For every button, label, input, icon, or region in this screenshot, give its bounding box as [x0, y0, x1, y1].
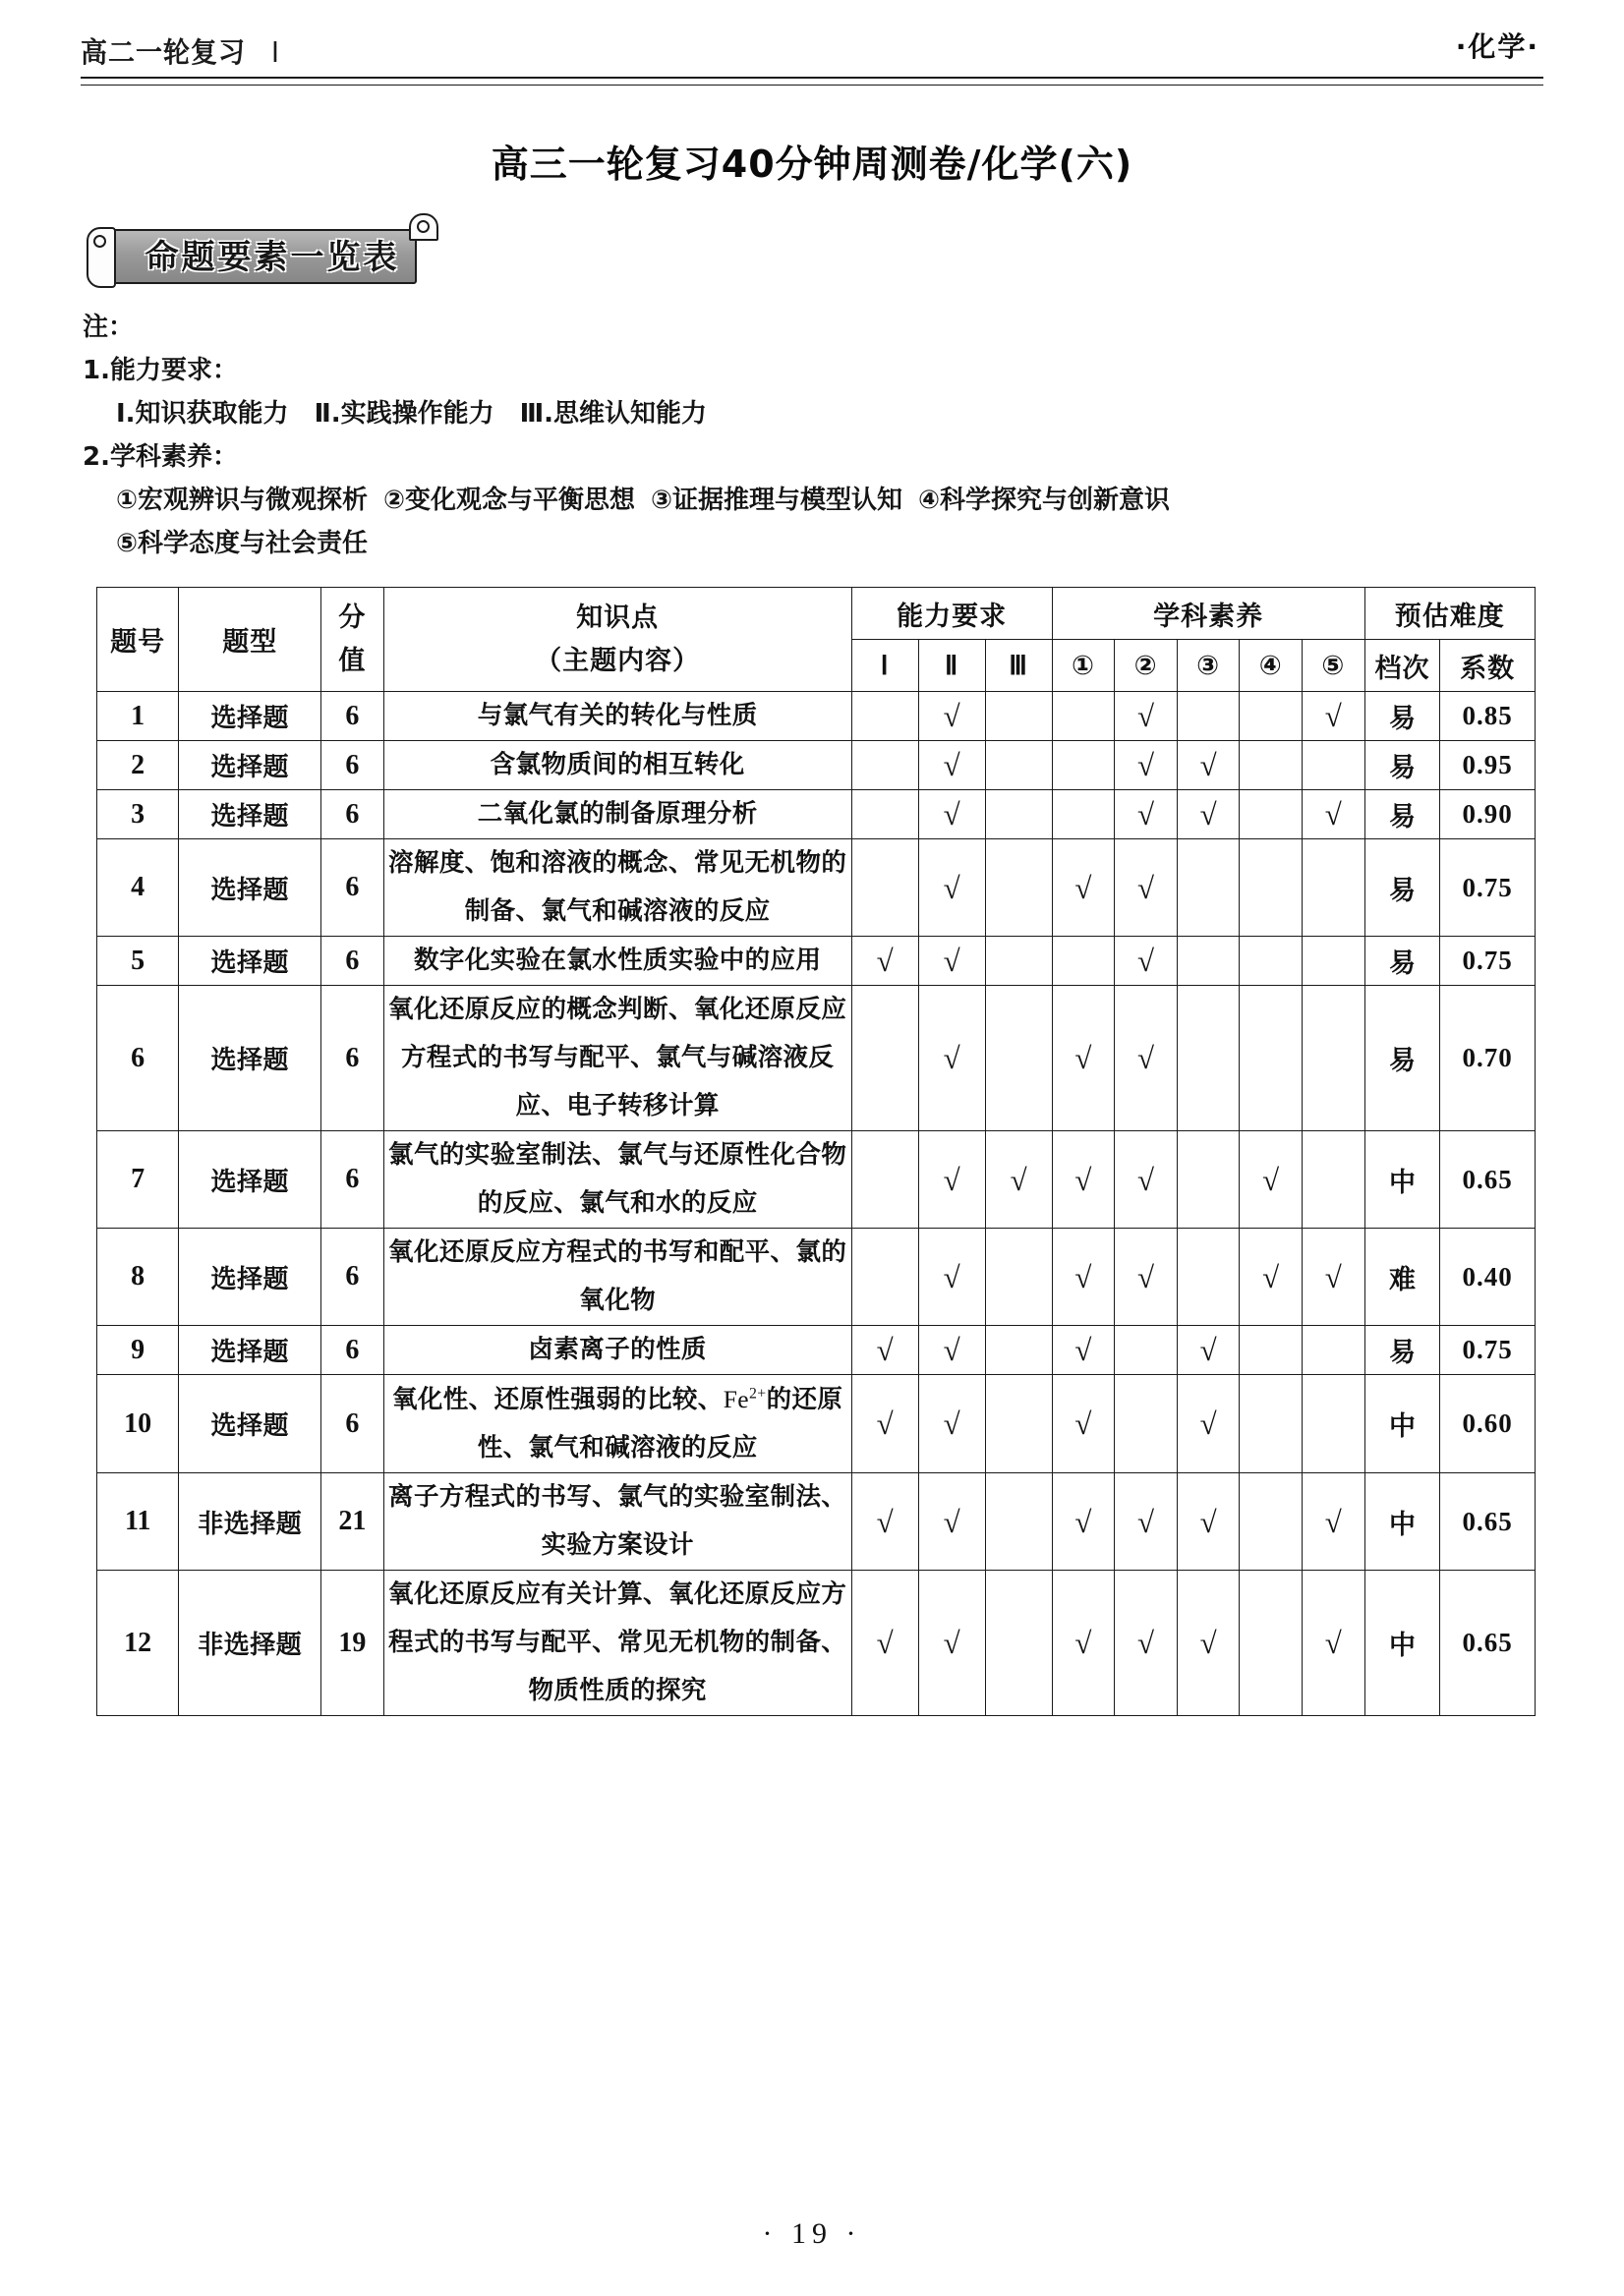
- cell-difficulty-coefficient: 0.65: [1440, 1571, 1536, 1716]
- cell-difficulty-coefficient: 0.85: [1440, 692, 1536, 741]
- cell-ability-1: [851, 741, 918, 790]
- section-banner: [85, 223, 438, 290]
- cell-literacy-5: √: [1302, 692, 1364, 741]
- cell-ability-1: √: [851, 1473, 918, 1571]
- col-header-no: 题号: [97, 588, 179, 692]
- cell-literacy-3: [1177, 1131, 1240, 1229]
- literacy-5: ⑤科学态度与社会责任: [116, 529, 369, 558]
- cell-question-type: 选择题: [179, 937, 321, 986]
- cell-literacy-3: √: [1177, 1326, 1240, 1375]
- cell-difficulty-level: 中: [1364, 1375, 1440, 1473]
- col-header-ability-3: Ⅲ: [985, 640, 1052, 692]
- cell-literacy-4: [1240, 839, 1303, 937]
- cell-question-no: 8: [97, 1229, 179, 1326]
- table-row: [97, 741, 1536, 790]
- table-row: [97, 937, 1536, 986]
- running-header-right: ·化学·: [1455, 30, 1539, 63]
- cell-ability-2: √: [918, 986, 985, 1131]
- cell-question-type: 选择题: [179, 692, 321, 741]
- cell-question-no: 2: [97, 741, 179, 790]
- table-row: [97, 1131, 1536, 1229]
- col-group-difficulty: 预估难度: [1364, 588, 1535, 640]
- cell-difficulty-coefficient: 0.75: [1440, 839, 1536, 937]
- cell-literacy-1: [1052, 790, 1115, 839]
- table-row: [97, 790, 1536, 839]
- cell-literacy-5: √: [1302, 1229, 1364, 1326]
- cell-points: 6: [321, 790, 384, 839]
- cell-question-type: 非选择题: [179, 1473, 321, 1571]
- cell-literacy-1: [1052, 937, 1115, 986]
- col-header-literacy-4: ④: [1240, 640, 1303, 692]
- cell-question-type: 选择题: [179, 1326, 321, 1375]
- cell-literacy-3: √: [1177, 1375, 1240, 1473]
- cell-question-no: 5: [97, 937, 179, 986]
- cell-ability-3: [985, 790, 1052, 839]
- cell-ability-1: [851, 692, 918, 741]
- cell-literacy-1: √: [1052, 1571, 1115, 1716]
- cell-ability-1: [851, 790, 918, 839]
- cell-literacy-5: [1302, 741, 1364, 790]
- cell-ability-1: √: [851, 1375, 918, 1473]
- col-header-literacy-3: ③: [1177, 640, 1240, 692]
- col-header-knowledge-line2: （主题内容）: [535, 645, 701, 676]
- elements-table: [96, 587, 1536, 1716]
- cell-ability-3: [985, 692, 1052, 741]
- cell-literacy-1: [1052, 741, 1115, 790]
- cell-ability-2: √: [918, 1571, 985, 1716]
- cell-literacy-2: √: [1115, 741, 1178, 790]
- cell-difficulty-level: 易: [1364, 986, 1440, 1131]
- cell-ability-3: [985, 1375, 1052, 1473]
- cell-literacy-3: [1177, 839, 1240, 937]
- cell-question-no: 1: [97, 692, 179, 741]
- col-header-literacy-5: ⑤: [1302, 640, 1364, 692]
- cell-question-type: 选择题: [179, 839, 321, 937]
- cell-ability-2: √: [918, 937, 985, 986]
- cell-literacy-5: √: [1302, 1571, 1364, 1716]
- cell-ability-1: [851, 1131, 918, 1229]
- cell-literacy-4: [1240, 1375, 1303, 1473]
- cell-difficulty-level: 易: [1364, 839, 1440, 937]
- cell-difficulty-level: 难: [1364, 1229, 1440, 1326]
- col-header-ability-2: Ⅱ: [918, 640, 985, 692]
- cell-ability-3: [985, 1571, 1052, 1716]
- literacy-3: ③证据推理与模型认知: [651, 486, 903, 515]
- table-row: [97, 839, 1536, 937]
- cell-literacy-5: [1302, 1326, 1364, 1375]
- cell-difficulty-level: 中: [1364, 1131, 1440, 1229]
- cell-knowledge-point: 氧化还原反应有关计算、氧化还原反应方程式的书写与配平、常见无机物的制备、物质性质的探究: [383, 1571, 851, 1716]
- ability-3: Ⅲ.思维认知能力: [519, 399, 708, 429]
- cell-literacy-2: √: [1115, 986, 1178, 1131]
- col-header-level: 档次: [1364, 640, 1440, 692]
- cell-knowledge-point: 离子方程式的书写、氯气的实验室制法、实验方案设计: [383, 1473, 851, 1571]
- cell-points: 6: [321, 1131, 384, 1229]
- cell-literacy-3: √: [1177, 741, 1240, 790]
- cell-difficulty-coefficient: 0.75: [1440, 1326, 1536, 1375]
- cell-question-type: 选择题: [179, 1229, 321, 1326]
- cell-literacy-2: √: [1115, 1229, 1178, 1326]
- notes-literacy-line-1: [83, 479, 1624, 522]
- cell-literacy-5: [1302, 839, 1364, 937]
- cell-literacy-3: √: [1177, 1473, 1240, 1571]
- cell-difficulty-level: 易: [1364, 741, 1440, 790]
- cell-ability-2: √: [918, 1375, 985, 1473]
- notes-block: [83, 306, 1624, 565]
- col-group-ability: 能力要求: [851, 588, 1052, 640]
- cell-knowledge-point: 氧化性、还原性强弱的比较、$Fe^{2+}$的还原性、氯气和碱溶液的反应: [383, 1375, 851, 1473]
- cell-literacy-1: √: [1052, 839, 1115, 937]
- header-rule: [81, 77, 1543, 86]
- cell-points: 6: [321, 1375, 384, 1473]
- cell-literacy-2: √: [1115, 692, 1178, 741]
- table-row: [97, 1571, 1536, 1716]
- cell-literacy-3: [1177, 986, 1240, 1131]
- cell-question-no: 11: [97, 1473, 179, 1571]
- cell-question-no: 3: [97, 790, 179, 839]
- cell-question-no: 10: [97, 1375, 179, 1473]
- cell-difficulty-level: 易: [1364, 1326, 1440, 1375]
- cell-ability-3: [985, 937, 1052, 986]
- cell-literacy-4: [1240, 986, 1303, 1131]
- cell-question-no: 9: [97, 1326, 179, 1375]
- table-row: [97, 1326, 1536, 1375]
- cell-difficulty-coefficient: 0.95: [1440, 741, 1536, 790]
- cell-ability-2: √: [918, 1229, 985, 1326]
- cell-literacy-2: √: [1115, 839, 1178, 937]
- cell-literacy-5: [1302, 1131, 1364, 1229]
- cell-difficulty-coefficient: 0.65: [1440, 1473, 1536, 1571]
- notes-literacy-line-2: [83, 522, 1624, 565]
- cell-knowledge-point: 与氯气有关的转化与性质: [383, 692, 851, 741]
- cell-literacy-4: [1240, 692, 1303, 741]
- col-group-literacy: 学科素养: [1052, 588, 1364, 640]
- running-header-left-text: 高二一轮复习: [81, 36, 246, 70]
- cell-literacy-5: [1302, 986, 1364, 1131]
- table-row: [97, 1375, 1536, 1473]
- table-head-row-1: [97, 588, 1536, 640]
- cell-ability-3: √: [985, 1131, 1052, 1229]
- cell-literacy-3: [1177, 937, 1240, 986]
- cell-ability-2: √: [918, 692, 985, 741]
- col-header-points-line2: 值: [338, 645, 367, 676]
- literacy-2: ②变化观念与平衡思想: [383, 486, 636, 515]
- cell-ability-2: √: [918, 790, 985, 839]
- table-head: [97, 588, 1536, 692]
- cell-ability-3: [985, 1229, 1052, 1326]
- cell-points: 19: [321, 1571, 384, 1716]
- cell-points: 6: [321, 986, 384, 1131]
- table-body: [97, 692, 1536, 1716]
- cell-ability-2: √: [918, 1473, 985, 1571]
- cell-knowledge-point: 数字化实验在氯水性质实验中的应用: [383, 937, 851, 986]
- scroll-curl-left-icon: [87, 227, 116, 288]
- cell-points: 21: [321, 1473, 384, 1571]
- col-header-points-line1: 分: [338, 602, 367, 633]
- cell-literacy-4: [1240, 741, 1303, 790]
- cell-difficulty-coefficient: 0.65: [1440, 1131, 1536, 1229]
- cell-literacy-3: [1177, 692, 1240, 741]
- cell-difficulty-level: 中: [1364, 1571, 1440, 1716]
- cell-points: 6: [321, 839, 384, 937]
- cell-literacy-1: √: [1052, 986, 1115, 1131]
- cell-question-type: 选择题: [179, 1375, 321, 1473]
- cell-points: 6: [321, 1229, 384, 1326]
- cell-literacy-4: [1240, 790, 1303, 839]
- cell-literacy-1: √: [1052, 1131, 1115, 1229]
- cell-knowledge-point: 氧化还原反应的概念判断、氧化还原反应方程式的书写与配平、氯气与碱溶液反应、电子转移计算: [383, 986, 851, 1131]
- cell-literacy-1: √: [1052, 1473, 1115, 1571]
- cell-literacy-4: [1240, 1473, 1303, 1571]
- cell-difficulty-coefficient: 0.70: [1440, 986, 1536, 1131]
- cell-knowledge-point: 二氧化氯的制备原理分析: [383, 790, 851, 839]
- table-row: [97, 1229, 1536, 1326]
- table-row: [97, 986, 1536, 1131]
- cell-question-no: 7: [97, 1131, 179, 1229]
- cell-literacy-2: [1115, 1375, 1178, 1473]
- cell-literacy-1: √: [1052, 1375, 1115, 1473]
- cell-knowledge-point: 卤素离子的性质: [383, 1326, 851, 1375]
- running-header-left: [81, 29, 280, 70]
- cell-ability-3: [985, 1326, 1052, 1375]
- cell-literacy-4: [1240, 1326, 1303, 1375]
- ability-2: Ⅱ.实践操作能力: [314, 399, 494, 429]
- col-header-knowledge-line1: 知识点: [576, 602, 660, 633]
- page-footer: · 19 ·: [762, 2217, 862, 2250]
- cell-ability-1: √: [851, 1571, 918, 1716]
- cell-ability-1: [851, 986, 918, 1131]
- cell-ability-1: [851, 1229, 918, 1326]
- cell-ability-3: [985, 986, 1052, 1131]
- cell-question-type: 选择题: [179, 1131, 321, 1229]
- cell-knowledge-point: 含氯物质间的相互转化: [383, 741, 851, 790]
- notes-ability-line: [83, 392, 1624, 435]
- cell-question-no: 6: [97, 986, 179, 1131]
- elements-table-wrap: [96, 587, 1541, 1716]
- cell-literacy-1: √: [1052, 1326, 1115, 1375]
- literacy-4: ④科学探究与创新意识: [918, 486, 1171, 515]
- cell-literacy-4: √: [1240, 1131, 1303, 1229]
- cell-literacy-2: √: [1115, 1571, 1178, 1716]
- cell-difficulty-level: 中: [1364, 1473, 1440, 1571]
- cell-question-type: 选择题: [179, 741, 321, 790]
- col-header-points: [321, 588, 384, 692]
- cell-points: 6: [321, 937, 384, 986]
- cell-literacy-3: √: [1177, 790, 1240, 839]
- cell-question-type: 选择题: [179, 790, 321, 839]
- cell-difficulty-level: 易: [1364, 692, 1440, 741]
- cell-literacy-3: √: [1177, 1571, 1240, 1716]
- cell-points: 6: [321, 741, 384, 790]
- cell-ability-2: √: [918, 741, 985, 790]
- cell-ability-1: √: [851, 937, 918, 986]
- col-header-coefficient: 系数: [1440, 640, 1536, 692]
- cell-literacy-5: √: [1302, 1473, 1364, 1571]
- cell-literacy-3: [1177, 1229, 1240, 1326]
- notes-label: 注：: [83, 313, 135, 342]
- cell-ability-2: √: [918, 1131, 985, 1229]
- cell-points: 6: [321, 692, 384, 741]
- cell-difficulty-level: 易: [1364, 937, 1440, 986]
- banner-label: 命题要素一览表: [145, 238, 400, 277]
- cell-literacy-1: [1052, 692, 1115, 741]
- page-title: 高三一轮复习40分钟周测卷/化学(六): [491, 143, 1133, 186]
- cell-difficulty-coefficient: 0.75: [1440, 937, 1536, 986]
- cell-question-type: 选择题: [179, 986, 321, 1131]
- notes-literacy-title: 2.学科素养：: [83, 442, 238, 472]
- cell-literacy-5: [1302, 937, 1364, 986]
- col-header-literacy-2: ②: [1115, 640, 1178, 692]
- cell-ability-3: [985, 741, 1052, 790]
- cell-knowledge-point: 溶解度、饱和溶液的概念、常见无机物的制备、氯气和碱溶液的反应: [383, 839, 851, 937]
- cell-points: 6: [321, 1326, 384, 1375]
- table-row: [97, 692, 1536, 741]
- running-header: [81, 0, 1543, 94]
- cell-literacy-2: √: [1115, 1473, 1178, 1571]
- cell-knowledge-point: 氯气的实验室制法、氯气与还原性化合物的反应、氯气和水的反应: [383, 1131, 851, 1229]
- cell-ability-2: √: [918, 1326, 985, 1375]
- cell-question-type: 非选择题: [179, 1571, 321, 1716]
- cell-ability-3: [985, 1473, 1052, 1571]
- col-header-ability-1: Ⅰ: [851, 640, 918, 692]
- cell-difficulty-coefficient: 0.90: [1440, 790, 1536, 839]
- cell-literacy-4: [1240, 937, 1303, 986]
- cell-ability-1: √: [851, 1326, 918, 1375]
- cell-question-no: 4: [97, 839, 179, 937]
- cell-difficulty-level: 易: [1364, 790, 1440, 839]
- cell-literacy-2: √: [1115, 1131, 1178, 1229]
- cell-literacy-4: √: [1240, 1229, 1303, 1326]
- cell-literacy-1: √: [1052, 1229, 1115, 1326]
- cell-ability-3: [985, 839, 1052, 937]
- cell-literacy-2: √: [1115, 937, 1178, 986]
- running-header-roman: Ⅰ: [271, 36, 280, 69]
- cell-difficulty-coefficient: 0.40: [1440, 1229, 1536, 1326]
- cell-ability-1: [851, 839, 918, 937]
- cell-difficulty-coefficient: 0.60: [1440, 1375, 1536, 1473]
- cell-ability-2: √: [918, 839, 985, 937]
- col-header-literacy-1: ①: [1052, 640, 1115, 692]
- cell-literacy-4: [1240, 1571, 1303, 1716]
- cell-literacy-2: [1115, 1326, 1178, 1375]
- notes-ability-title: 1.能力要求：: [83, 356, 238, 385]
- literacy-1: ①宏观辨识与微观探析: [116, 486, 369, 515]
- table-row: [97, 1473, 1536, 1571]
- cell-question-no: 12: [97, 1571, 179, 1716]
- cell-literacy-5: √: [1302, 790, 1364, 839]
- col-header-knowledge: [383, 588, 851, 692]
- cell-knowledge-point: 氧化还原反应方程式的书写和配平、氯的氧化物: [383, 1229, 851, 1326]
- cell-literacy-5: [1302, 1375, 1364, 1473]
- cell-literacy-2: √: [1115, 790, 1178, 839]
- col-header-type: 题型: [179, 588, 321, 692]
- ability-1: Ⅰ.知识获取能力: [116, 399, 289, 429]
